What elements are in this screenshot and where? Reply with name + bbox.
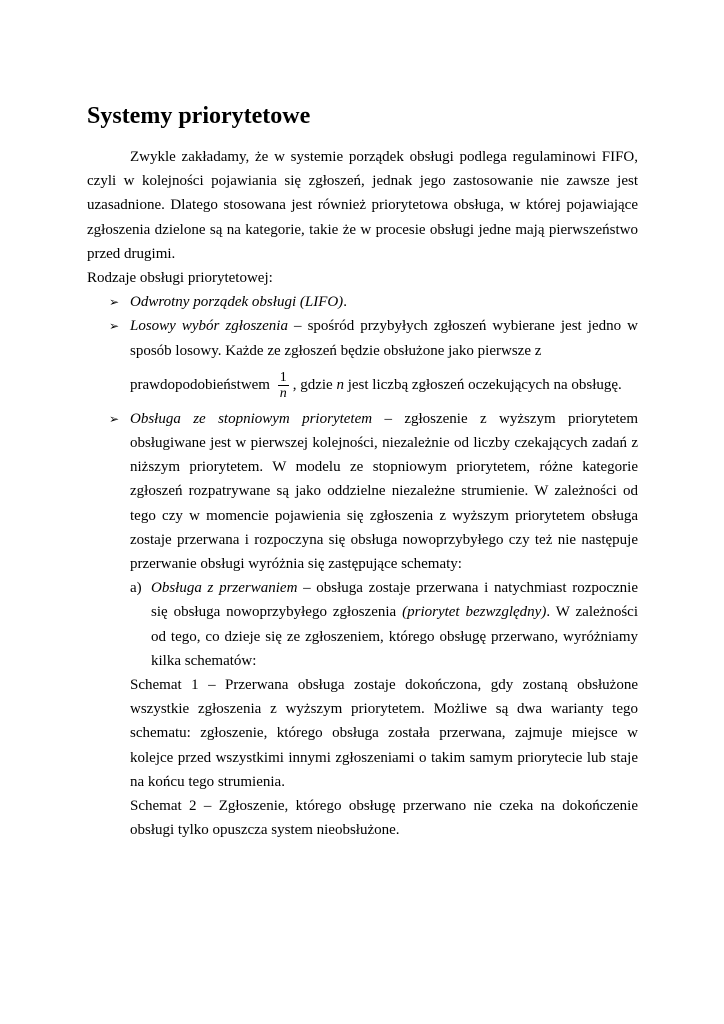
arrow-bullet-icon: ➢ <box>109 319 120 334</box>
fraction-one-over-n <box>278 370 289 401</box>
fraction-numerator: 1 <box>279 369 287 385</box>
probability-suffix: jest liczbą zgłoszeń oczekujących na obsługę. <box>343 376 622 393</box>
fraction-denominator: n <box>279 385 287 401</box>
types-heading: Rodzaje obsługi priorytetowej: <box>87 270 273 287</box>
arrow-bullet-icon: ➢ <box>109 295 120 310</box>
list-item-graded-priority <box>87 407 638 843</box>
priority-types-list <box>87 290 638 842</box>
lifo-lead: Odwrotny porządek obsługi (LIFO) <box>130 294 344 311</box>
scheme-1-paragraph: Schemat 1 – Przerwana obsługa zostaje dokończona, gdy zostaną obsłużone wszystkie zgłoszenia z wyższym priorytetem. Możliwe są dwa warianty tego schematu: zgłoszenie, którego obsługa została przerwana, zajmuje miejsce w kolejce przed wszystkimi innymi zgłoszeniami o takim samym priorytecie lub staje na końcu tego strumienia. <box>130 677 638 790</box>
random-lead: Losowy wybór zgłoszenia <box>130 318 288 335</box>
arrow-bullet-icon: ➢ <box>109 411 120 426</box>
probability-line <box>130 363 638 407</box>
probability-variable: n <box>336 376 344 393</box>
preemption-text-1: – obsługa zostaje przerwana i natychmiast rozpocznie się obsługa nowoprzybyłego zgłoszenia <box>151 580 638 621</box>
lifo-text: . <box>343 294 347 311</box>
document-body <box>87 145 638 842</box>
probability-prefix: prawdopodobieństwem <box>130 376 274 393</box>
list-item-random <box>87 314 638 406</box>
intro-paragraph: Zwykle zakładamy, że w systemie porządek obsługi podlega regulaminowi FIFO, czyli w kolejności pojawiania się zgłoszeń, jednak jego zastosowanie nie zawsze jest uzasadnione. Dlatego stosowana jest również priorytetowa obsługa, w której pojawiające zgłoszenia dzielone są na kategorie, takie że w procesie obsługi jedne mają pierwszeństwo przed drugimi. <box>87 149 638 262</box>
preemption-lead: Obsługa z przerwaniem <box>151 580 298 597</box>
scheme-2-paragraph: Schemat 2 – Zgłoszenie, którego obsługę przerwano nie czeka na dokończenie obsługi tylko opuszcza system nieobsłużone. <box>130 798 638 839</box>
random-text: – spośród przybyłych zgłoszeń wybierane jest jedno w sposób losowy. Każde ze zgłoszeń będzie obsłużone jako pierwsze z <box>130 318 638 359</box>
sublist-marker: a) <box>130 580 142 597</box>
graded-lead: Obsługa ze stopniowym priorytetem <box>130 410 373 427</box>
absolute-priority-term: (priorytet bezwzględny) <box>402 604 547 621</box>
probability-mid: , gdzie <box>292 376 337 393</box>
list-item-lifo <box>87 290 638 314</box>
page-title: Systemy priorytetowe <box>87 103 311 129</box>
schemes-sublist <box>130 576 638 673</box>
preemption-text-2: . W zależności od tego, co dzieje się ze zgłoszeniem, którego obsługę przerwano, wyróżniamy kilka schematów: <box>151 604 638 669</box>
sublist-item-preemption <box>130 576 638 673</box>
graded-text: – zgłoszenie z wyższym priorytetem obsługiwane jest w pierwszej kolejności, niezależnie od liczby czekających zadań z niższym priorytetem. W modelu ze stopniowym priorytetem, różne kategorie zgłoszeń rozpatrywane są jako oddzielne niezależne strumienie. W zależności od tego czy w momencie pojawienia się zgłoszenia z wyższym priorytetem obsługa zostaje przerwana i rozpoczyna się obsługa nowoprzybyłego czy też nie następuje przerwanie obsługi wyróżnia się zastępujące schematy: <box>130 410 639 573</box>
